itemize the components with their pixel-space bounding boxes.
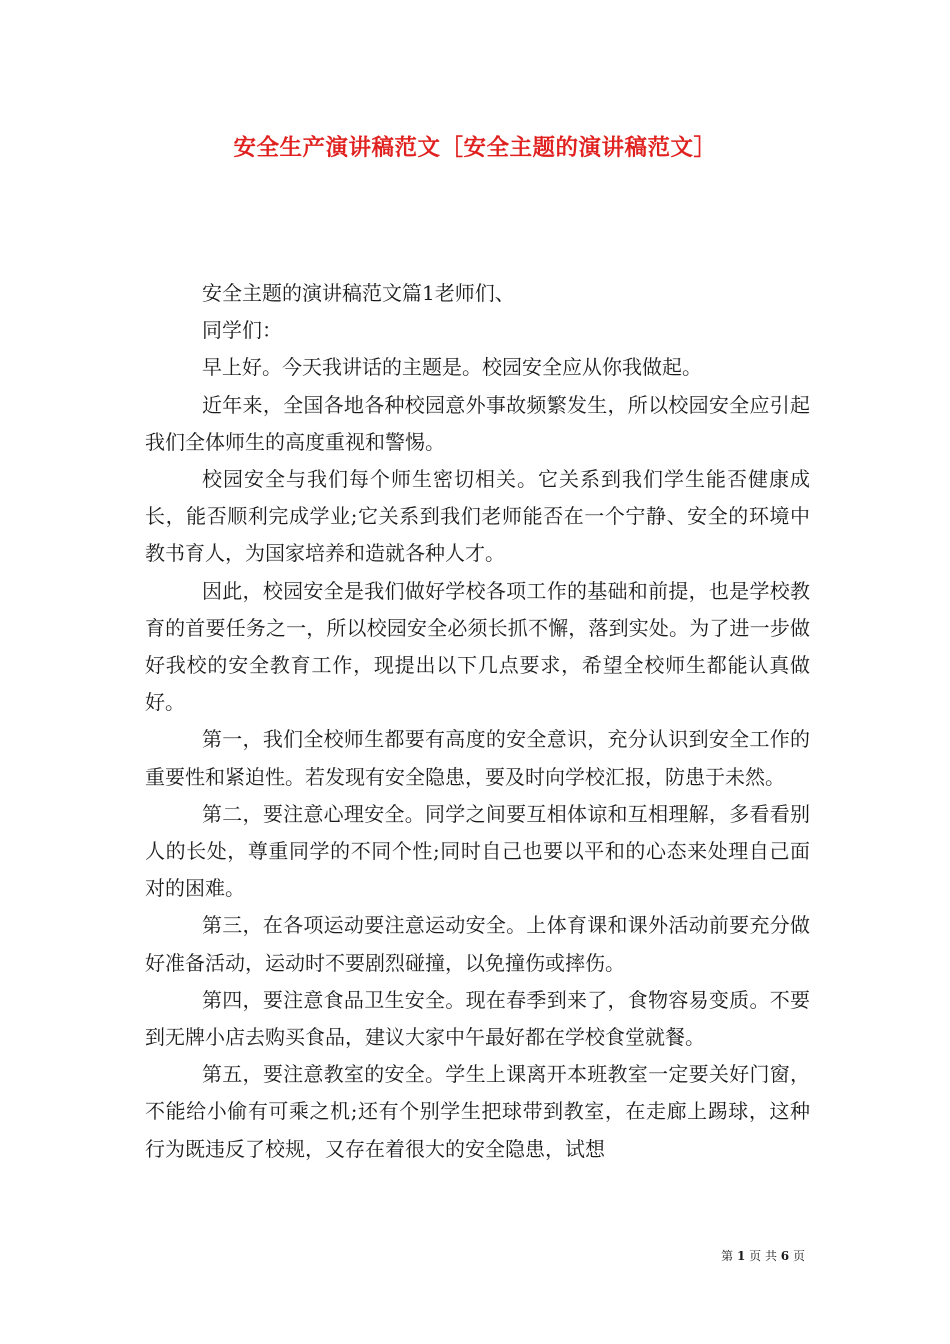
paragraph: 因此，校园安全是我们做好学校各项工作的基础和前提，也是学校教育的首要任务之一，所以校园安全必须长抓不懈，落到实处。为了进一步做好我校的安全教育工作，现提出以下几点要求，希望全校师生都能认真做好。 [145, 578, 810, 715]
current-page-number: 1 [736, 1249, 746, 1263]
document-title: 安全生产演讲稿范文［安全主题的演讲稿范文］ [233, 135, 717, 161]
document-body [145, 275, 810, 1168]
paragraph: 第二，要注意心理安全。同学之间要互相体谅和互相理解，多看看别人的长处，尊重同学的不同个性;同时自己也要以平和的心态来处理自己面对的困难。 [145, 801, 810, 901]
paragraph: 校园安全与我们每个师生密切相关。它关系到我们学生能否健康成长，能否顺利完成学业;它关系到我们老师能否在一个宁静、安全的环境中教书育人，为国家培养和造就各种人才。 [145, 467, 810, 566]
paragraph: 安全主题的演讲稿范文篇1老师们、 [202, 281, 515, 305]
paragraph: 近年来，全国各地各种校园意外事故频繁发生，所以校园安全应引起我们全体师生的高度重视和警惕。 [145, 392, 810, 454]
paragraph: 第一，我们全校师生都要有高度的安全意识，充分认识到安全工作的重要性和紧迫性。若发现有安全隐患，要及时向学校汇报，防患于未然。 [145, 727, 810, 789]
page-number-footer [721, 1248, 805, 1264]
footer-prefix: 第 [721, 1249, 734, 1263]
paragraph: 同学们： [202, 318, 282, 343]
paragraph: 早上好。今天我讲话的主题是。校园安全应从你我做起。 [202, 355, 702, 380]
footer-suffix: 页 [792, 1249, 805, 1263]
paragraph: 第三，在各项运动要注意运动安全。上体育课和课外活动前要充分做好准备活动，运动时不要剧烈碰撞，以免撞伤或摔伤。 [145, 913, 810, 975]
paragraph: 第五，要注意教室的安全。学生上课离开本班教室一定要关好门窗，不能给小偷有可乘之机;还有个别学生把球带到教室，在走廊上踢球，这种行为既违反了校规，又存在着很大的安全隐患，试想 [145, 1062, 810, 1161]
total-pages-number: 6 [780, 1249, 790, 1263]
footer-middle: 页 共 [749, 1249, 777, 1263]
paragraph: 第四，要注意食品卫生安全。现在春季到来了，食物容易变质。不要到无牌小店去购买食品，建议大家中午最好都在学校食堂就餐。 [145, 987, 810, 1050]
